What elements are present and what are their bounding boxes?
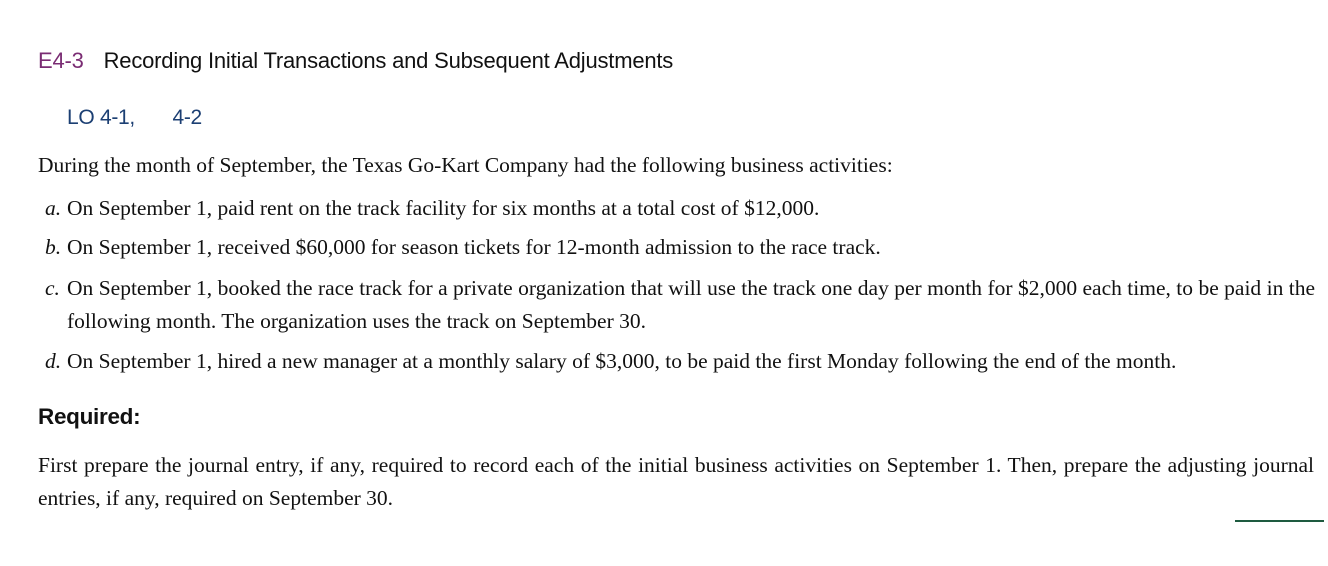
learning-objective-link-4-1[interactable]: LO 4-1,	[67, 106, 135, 129]
intro-paragraph: During the month of September, the Texas Go-Kart Company had the following business activities:	[38, 153, 893, 177]
activity-text: On September 1, paid rent on the track facility for six months at a total cost of $12,000.	[67, 196, 820, 220]
exercise-code: E4-3	[38, 48, 84, 73]
learning-objective-link-4-2[interactable]: 4-2	[172, 106, 202, 129]
activity-letter: b.	[45, 235, 62, 259]
activity-text: On September 1, received $60,000 for season tickets for 12-month admission to the race track.	[67, 235, 881, 259]
activity-text: On September 1, booked the race track for a private organization that will use the track one day per month for $2,000 each time, to be paid in the following month. The organization uses the track on September 30.	[67, 276, 1315, 333]
exercise-heading	[38, 48, 673, 74]
divider-line	[1235, 520, 1324, 522]
learning-objectives	[67, 106, 202, 130]
activity-item-b	[45, 231, 1315, 264]
activity-item-d	[45, 345, 1315, 378]
activity-letter: a.	[45, 196, 62, 220]
activity-letter: c.	[45, 276, 60, 300]
activity-item-a	[45, 192, 1315, 225]
activity-item-c	[45, 272, 1315, 338]
required-heading: Required:	[38, 404, 141, 429]
exercise-title: Recording Initial Transactions and Subsequent Adjustments	[103, 48, 674, 73]
activity-text: On September 1, hired a new manager at a monthly salary of $3,000, to be paid the first Monday following the end of the month.	[67, 349, 1177, 373]
activity-letter: d.	[45, 349, 62, 373]
required-instructions: First prepare the journal entry, if any, required to record each of the initial business activities on September 1. Then, prepare the adjusting journal entries, if any, required on September 30.	[38, 453, 1314, 510]
